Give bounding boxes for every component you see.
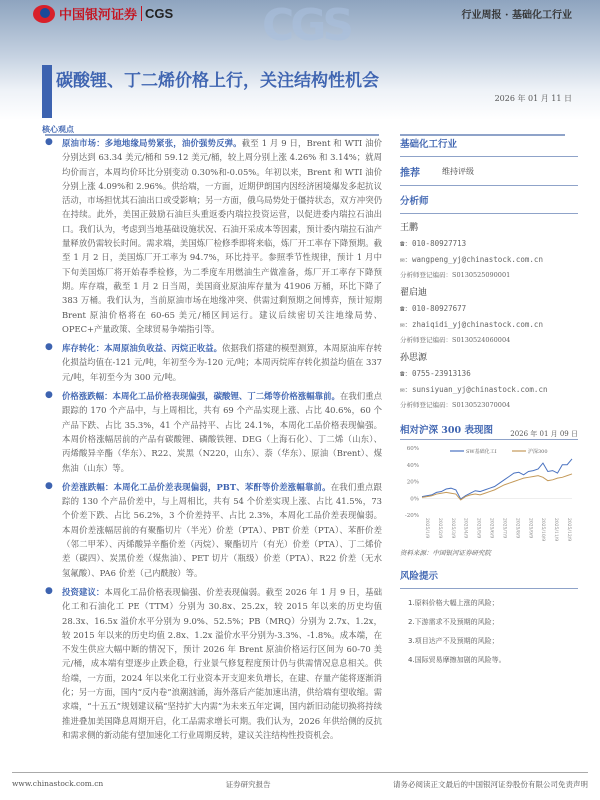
page-footer [12,772,588,790]
series-line [422,474,572,500]
analyst-email[interactable]: ✉：zhaiqidi_yj@chinastock.com.cn [400,320,543,329]
footer-center: 证券研究报告 [225,780,271,789]
analyst-phone: ☎：010-80927677 [400,304,467,313]
x-tick-label: 2025/4/9 [462,518,468,539]
x-tick-label: 2025/1/9 [424,518,429,539]
footer-url[interactable]: www.chinastock.com.cn [12,779,104,788]
bullet-item [40,585,382,742]
analyst-reg: 分析师登记编码：S0130523070004 [400,401,511,409]
rating [400,161,578,182]
analyst-label: 分析师 [400,196,429,207]
bullet-item [40,341,382,384]
chart-date: 2026 年 01 月 09 日 [510,430,578,438]
x-tick-label: 2025/7/9 [501,518,507,539]
x-tick-label: 2025/8/9 [514,518,520,539]
bullet-heading: 价格涨跌幅：本周化工品价格表现偏强，碳酸锂、丁二烯等价格涨幅靠前。 [62,391,340,402]
report-date: 2026 年 01 月 11 日 [494,94,572,103]
logo-cgs: CGS [141,6,173,21]
bullet-icon: ● [45,342,53,353]
report-type: 行业周报 · 基础化工行业 [461,10,572,21]
analyst-name: 王鹏 [400,223,419,233]
bullet-body: 截至 1 月 9 日，Brent 和 WTI 油价分别达到 63.34 美元/桶和 59.12 美元/桶，较上周分别上涨 4.26% 和 3.14%；就周均价而言，本周均价环比分别变动 0.30%和-0.05%。年初以来，Brent 和 WTI 油价分别上涨 4.09%和 2.96%。供给端，一方面，近期伊朗国内因经济困境爆发多起抗议活动，市场担忧其石油出口或受影响；另一方面，俄乌局势处于僵持状态，双方冲突仍在持续。此外，美国正鼓励石油巨头重返委内瑞拉投资运营，以促进委内瑞拉石油出口。我们认为，考虑到当地基础设施状况、石油开采成本等因素，预计委内瑞拉石油产量释放仍需较长时间。需求端，美国炼厂检修季即将来临，炼厂开工率存下降预期。截至 1 月 2 日，美国炼厂开工率为 94.7%，环比持平。参照季节性规律，预计 1 月中下旬美国炼厂将开始春季检修，为二季度车用燃油生产做准备，炼厂开工率存下降预期。库存端，截至 1 月 2 日当周，美国商业原油库存量为 41906 万桶，环比下降了 383 万桶。我们认为，当前原油市场在地缘冲突、供需过剩预期之间博弈，预计短期 Brent 原油价格将在 60-65 美元/桶区间运行。建议后续密切关注地缘局势、OPEC+产量政策、全球贸易争端指引等。 [62,138,382,334]
x-tick-label: 2025/2/9 [436,518,442,539]
analyst-name: 翟启迪 [400,288,428,298]
bullet-icon: ● [45,390,53,401]
core-view-label: 核心观点 [42,124,74,134]
analyst-email[interactable]: ✉：wangpeng_yj@chinastock.com.cn [400,255,543,264]
risk-item: 3.项目达产不及预期的风险； [408,637,499,645]
rating-label: 推荐 [400,168,420,179]
y-tick-label: 0% [410,496,419,503]
bullet-heading: 价差涨跌幅：本周化工品价差表现偏弱，PBT、苯酐等价差涨幅靠前。 [62,481,331,492]
x-tick-label: 2025/11/9 [553,518,559,542]
bullet-icon: ● [45,137,53,147]
analyst-phone: ☎：010-80927713 [400,239,467,248]
industry-label: 基础化工行业 [400,139,458,150]
bullet-body: 在我们重点跟踪的 170 个产品中，与上周相比，共有 69 个产品实现上涨、占比 40.6%，60 个产品下跌、占比 35.3%，41 个产品持平、占比 24.1%，本周化工品价格表现偏强。本周价格涨幅居前的产品有碳酸锂、磷酸铁锂、DEG（上海石化）、丁二烯（山东）、丙烯酸异辛酯（华东）、R22、炭黑（N220，山东）、萘（华东）、原油（Brent）、煤焦油（山东）等。 [62,391,383,473]
page-title: 碳酸锂、丁二烯价格上行，关注结构性机会 [56,71,379,91]
bullet-item [40,389,382,475]
main-content [40,136,382,747]
risk-item: 4.国际贸易摩擦加剧的风险等。 [408,656,506,664]
bullet-heading: 原油市场：多地地缘局势紧张，油价强势反弹。 [62,138,242,148]
bullet-body: 在我们重点跟踪的 130 个产品价差中，与上周相比，共有 54 个价差实现上涨、占比 41.5%，73 个价差下跌、占比 56.2%，3 个价差持平、占比 2.3%，本周化工品价差表现偏弱。本周价差涨幅居前的有聚酯切片（半光）价差（PTA）、PBT 价差（PTA）、苯酐价差（邻二甲苯）、丙烯酸异辛酯价差（丙烷）、聚酯切片（有光）价差（PTA）、丁二烯价差（碳四）、炭黑价差（煤焦油）、PET 切片（瓶级）价差（PTA）、R22 价差（无水氢氟酸）、PA6 价差（己内酰胺）等。 [62,481,383,578]
y-tick-label: 20% [406,479,419,486]
chart-title: 相对沪深 300 表现图 [400,425,493,436]
sidebar [400,133,578,665]
cgs-watermark: CGS [262,0,351,51]
analyst-card [400,350,578,409]
bullet-item [40,136,382,336]
x-tick-label: 2025/3/9 [449,518,455,539]
analyst-email[interactable]: ✉：sunsiyuan_yj@chinastock.com.cn [400,385,548,394]
legend-label: 沪深300 [528,449,548,455]
x-tick-label: 2025/12/9 [566,518,571,542]
x-tick-label: 2025/5/9 [475,518,481,539]
y-tick-label: 40% [406,462,419,469]
x-tick-label: 2025/6/9 [488,518,494,539]
risk-label: 风险提示 [400,571,439,582]
chart-source: 资料来源：中国银河证券研究院 [400,549,491,557]
bullet-body: 本周化工品价格表现偏强、价差表现偏弱。截至 2026 年 1 月 9 日，基础化工和石油化工 PE（TTM）分别为 30.8x、25.2x，较 2015 年以来的历史均值 28.3x、16.5x 溢价水平分别为 9.0%、52.5%；PB（MRQ）分别为 2.7x、1.2x，较 2015 年以来的历史均值 2.8x、1.2x 溢价水平分别为-3.3%、-1.8%。成本端，在不发生供应大幅中断的情况下，预计 2026 年 Brent 原油价格运行区间为 60-70 美元/桶，成本端有望逐步止跌企稳，行业景气修复程度预计仍与供需情况息息相关。供给端，一方面，2024 年以来化工行业资本开支迎来负增长，在建、存量产能将逐渐消化；另一方面，国内“反内卷”浪潮汹涌，海外落后产能加速出清，供给端有望收缩。需求端，“十五五”规划建议稿“坚持扩大内需”为未来五年定调，国内新旧动能切换将持续推进叠加美国降息周期开启，化工品需求增长可期。我们认为，2026 年供给侧的反抗和需求侧的新动能有望加速化工行业周期反转，建议关注结构性投资机会。 [62,586,382,740]
x-tick-label: 2025/10/9 [540,518,546,542]
analyst-reg: 分析师登记编码：S0130525090001 [400,271,511,279]
legend-label: SW基础化工Ⅰ [466,449,497,455]
chart-header [400,419,578,439]
rating-value: 维持评级 [442,167,474,176]
analyst-name: 孙思源 [400,353,428,363]
bullet-heading: 库存转化：本周原油负收益、丙烷正收益。 [62,343,223,354]
risk-item: 2.下游需求不及预期的风险； [408,618,499,626]
bullet-icon: ● [45,585,53,596]
bullet-body: 依据我们搭建的模型测算，本周原油库存转化损益均值在-121 元/吨，年初至今为-120 元/吨；本周丙烷库存转化损益均值在 337 元/吨，年初至今为 300 元/吨。 [62,343,383,382]
analyst-card [400,285,578,344]
divider [400,213,578,214]
divider [400,156,578,157]
bullet-icon: ● [45,480,53,491]
analyst-reg: 分析师登记编码：S0130524060004 [400,336,511,344]
bullet-item [40,480,382,580]
company-logo [33,4,173,23]
logo-icon [33,5,55,23]
bullet-heading: 投资建议： [62,586,105,597]
relative-performance-chart [400,440,578,545]
analyst-card [400,220,578,279]
y-tick-label: -20% [404,513,419,519]
analyst-phone: ☎：0755-23913136 [400,369,471,378]
y-tick-label: 60% [406,446,419,452]
risk-item: 1.原料价格大幅上涨的风险； [408,599,499,607]
divider [400,185,578,186]
divider [400,588,578,589]
x-tick-label: 2025/9/9 [527,518,533,539]
footer-disclaimer: 请务必阅读正文最后的中国银河证券股份有限公司免责声明 [392,780,588,789]
logo-text: 中国银河证券 [59,8,138,23]
title-accent-bar [42,65,52,118]
